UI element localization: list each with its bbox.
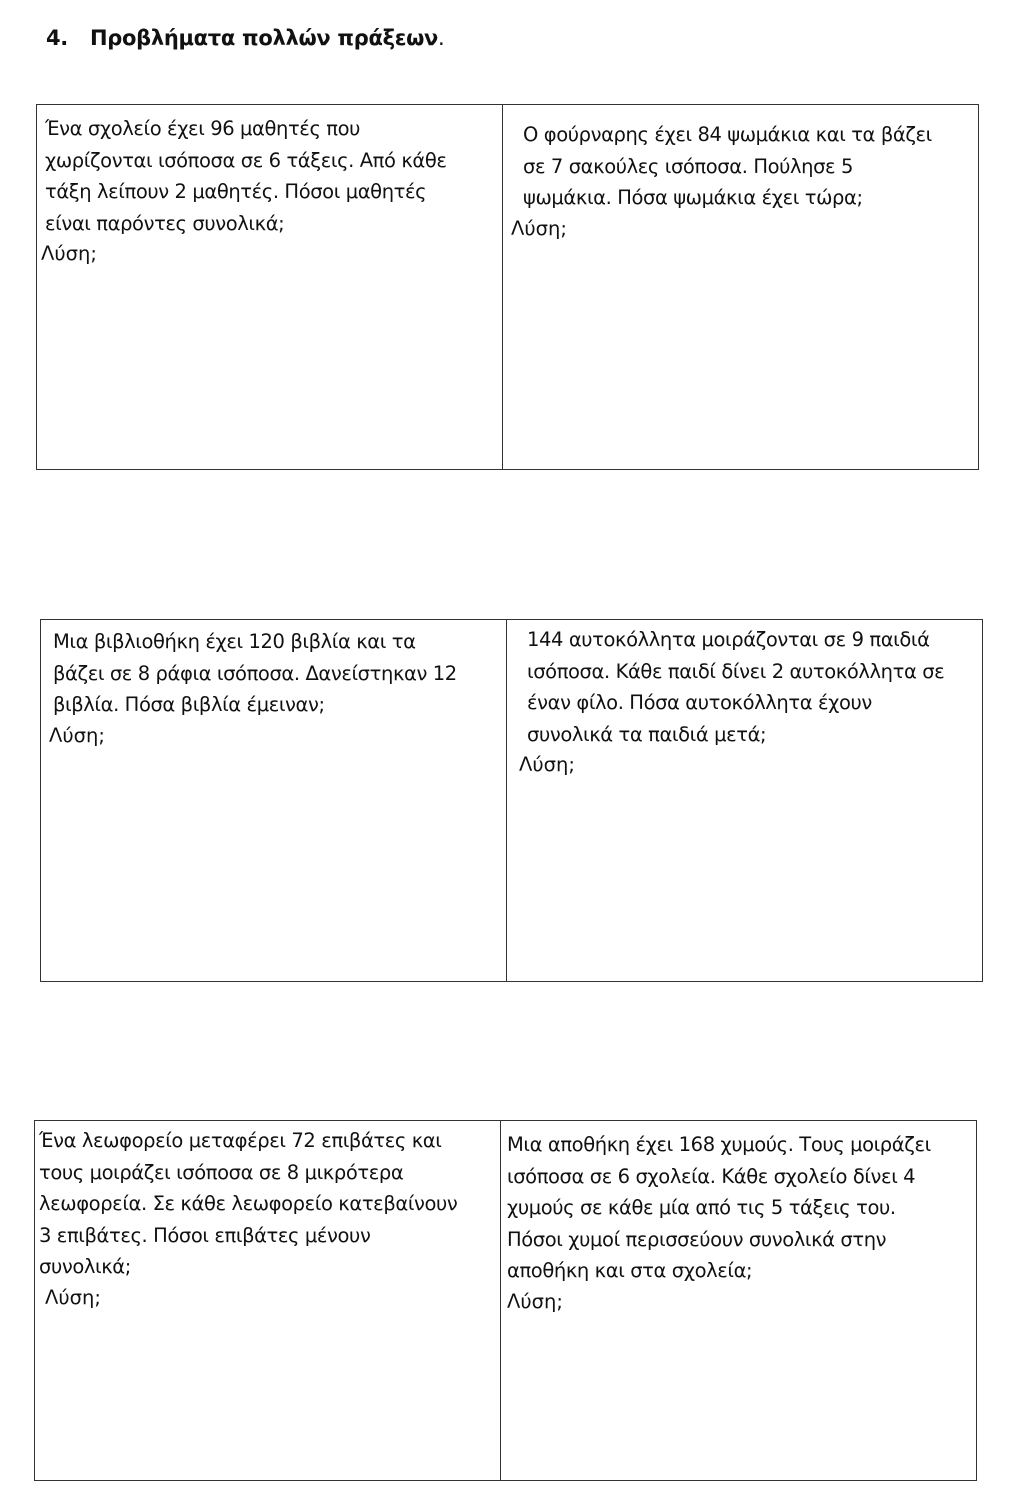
solution-label: Λύση; <box>507 1289 563 1313</box>
problem-text-line: χωρίζονται ισόποσα σε 6 τάξεις. Από κάθε <box>45 148 447 172</box>
problem-text-line: ισόποσα. Κάθε παιδί δίνει 2 αυτοκόλλητα σε <box>527 659 945 683</box>
problem-text-line: 144 αυτοκόλλητα μοιράζονται σε 9 παιδιά <box>527 628 930 651</box>
problem-text-line: ψωμάκια. Πόσα ψωμάκια έχει τώρα; <box>523 186 863 209</box>
problem-text-line: βάζει σε 8 ράφια ισόποσα. Δανείστηκαν 12 <box>53 661 457 685</box>
solution-label: Λύση; <box>41 242 97 265</box>
problem-text-line: σε 7 σακούλες ισόποσα. Πούλησε 5 <box>523 154 853 178</box>
solution-label: Λύση; <box>519 753 575 776</box>
problem-text-line: Ο φούρναρης έχει 84 ψωμάκια και τα βάζει <box>523 123 932 146</box>
problem-text-line: τους μοιράζει ισόποσα σε 8 μικρότερα <box>39 1160 404 1184</box>
problem-text-line: Μια βιβλιοθήκη έχει 120 βιβλία και τα <box>53 630 416 653</box>
problem-text-line: Ένα σχολείο έχει 96 μαθητές που <box>45 117 361 140</box>
problem-text-line: Ένα λεωφορείο μεταφέρει 72 επιβάτες και <box>39 1129 442 1152</box>
problem-row-1 <box>36 104 979 470</box>
problem-text-line: συνολικά; <box>39 1255 131 1278</box>
solution-label: Λύση; <box>511 216 567 240</box>
problem-cell <box>506 620 982 981</box>
solution-label: Λύση; <box>45 1285 101 1309</box>
problem-text-line: Μια αποθήκη έχει 168 χυμούς. Τους μοιράζει <box>507 1133 931 1156</box>
section-number: 4. <box>46 26 68 50</box>
title-period: . <box>438 26 445 50</box>
problem-text-line: είναι παρόντες συνολικά; <box>45 211 285 235</box>
section-title-text: Προβλήματα πολλών πράξεων <box>90 26 439 50</box>
problem-text-line: τάξη λείπουν 2 μαθητές. Πόσοι μαθητές <box>45 180 427 203</box>
problem-text-line: χυμούς σε κάθε μία από τις 5 τάξεις του. <box>507 1196 896 1219</box>
problem-text-line: 3 επιβάτες. Πόσοι επιβάτες μένουν <box>39 1223 371 1247</box>
problem-text-line: ισόποσα σε 6 σχολεία. Κάθε σχολείο δίνει 4 <box>507 1164 916 1188</box>
problem-text-line: λεωφορεία. Σε κάθε λεωφορείο κατεβαίνουν <box>39 1192 458 1215</box>
solution-label: Λύση; <box>49 723 105 747</box>
problem-cell <box>35 1121 500 1480</box>
problem-cell <box>500 1121 976 1480</box>
problem-text-line: αποθήκη και στα σχολεία; <box>507 1259 753 1282</box>
problem-row-3 <box>34 1120 977 1481</box>
problem-row-2 <box>40 619 983 982</box>
problem-cell <box>41 620 506 981</box>
problem-text-line: έναν φίλο. Πόσα αυτοκόλλητα έχουν <box>527 691 872 714</box>
problem-text-line: Πόσοι χυμοί περισσεύουν συνολικά στην <box>507 1227 887 1251</box>
problem-cell <box>37 105 502 469</box>
section-title <box>46 26 444 50</box>
problem-text-line: συνολικά τα παιδιά μετά; <box>527 722 767 746</box>
problem-text-line: βιβλία. Πόσα βιβλία έμειναν; <box>53 693 325 716</box>
problem-cell <box>502 105 978 469</box>
